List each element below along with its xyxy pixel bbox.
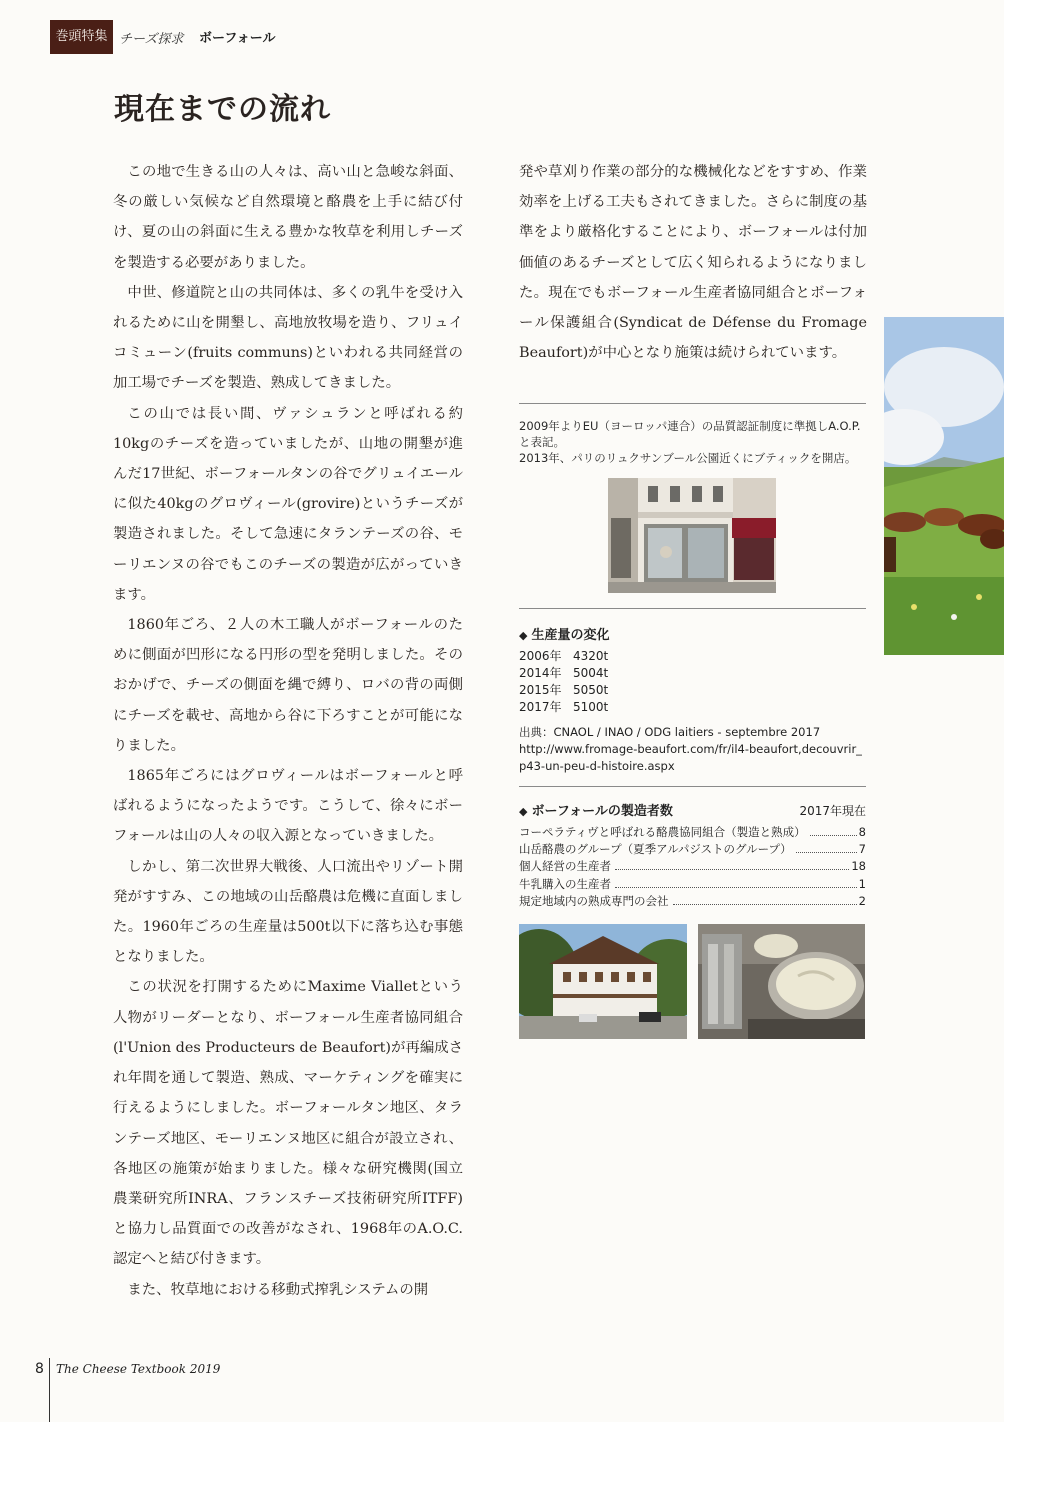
- leader-dots: [810, 835, 857, 836]
- caption-line: 2009年よりEU（ヨーロッパ連合）の品質認証制度に準拠しA.O.P.と表記。: [519, 419, 861, 449]
- body-paragraph: 中世、修道院と山の共同体は、多くの乳牛を受け入れるために山を開墾し、高地放牧場を造り、フリュイコミューン(fruits communs)といわれる共同経営の加工場でチーズを製造、熟成してきました。: [113, 284, 463, 392]
- production-year: 2017年: [519, 700, 562, 714]
- series-label: チーズ探求: [119, 32, 184, 47]
- body-paragraph: しかし、第二次世界大戦後、人口流出やリゾート開発がすすみ、この地域の山岳酪農は危機に直面しました。1960年ごろの生産量は500t以下に落ち込む事態となりました。: [113, 858, 463, 966]
- book-title: The Cheese Textbook 2019: [56, 1362, 221, 1376]
- pasture-photo: [884, 317, 1004, 655]
- source-url: http://www.fromage-beaufort.com/fr/il4-beaufort,decouvrir_p43-un-peu-d-histoire.aspx: [519, 742, 862, 773]
- source-label: 出典：CNAOL / INAO / ODG laitiers - septembre 2017: [519, 725, 821, 739]
- boutique-photo: [608, 478, 776, 593]
- source-note: [519, 724, 869, 775]
- maker-label: 山岳酪農のグループ（夏季アルパジストのグループ）: [519, 842, 792, 857]
- maker-label: 個人経営の生産者: [519, 859, 611, 874]
- topic-label: ボーフォール: [199, 31, 276, 46]
- production-heading: [519, 624, 609, 643]
- production-row: [519, 665, 608, 682]
- body-paragraph: 1860年ごろ、２人の木工職人がボーフォールのために側面が凹形になる円形の型を発明しました。そのおかげで、チーズの側面を縄で縛り、ロバの背の両側にチーズを載せ、高地から谷に下ろすことが可能になりました。: [113, 617, 463, 754]
- maker-count: 2: [858, 893, 866, 908]
- leader-dots: [673, 904, 857, 905]
- production-amount: 5004t: [573, 666, 609, 680]
- divider: [519, 608, 866, 609]
- makers-heading-label: ボーフォールの製造者数: [531, 804, 673, 819]
- maker-label: 規定地域内の熟成専門の会社: [519, 893, 669, 908]
- production-year: 2014年: [519, 666, 562, 680]
- production-amount: 4320t: [573, 649, 609, 663]
- body-paragraph: この山では長い間、ヴァシュランと呼ばれる約10kgのチーズを造っていましたが、山地の開墾が進んだ17世紀、ボーフォールタンの谷でグリュイエールに似た40kgのグロヴィール(grovire)というチーズが製造されました。そして急速にタランテーズの谷、モーリエンヌの谷でもこのチーズの製造が広がっていきます。: [113, 405, 463, 603]
- maker-count: 18: [851, 859, 866, 874]
- body-paragraph: この地で生きる山の人々は、高い山と急峻な斜面、冬の厳しい気候など自然環境と酪農を上手に結び付け、夏の山の斜面に生える豊かな牧草を利用しチーズを製造する必要がありました。: [113, 164, 463, 271]
- production-list: [519, 648, 608, 716]
- production-heading-label: 生産量の変化: [531, 628, 610, 643]
- diamond-icon: ◆: [519, 805, 528, 818]
- maker-count: 8: [858, 825, 866, 839]
- maker-row: [519, 858, 866, 875]
- makers-heading: [519, 800, 673, 819]
- leader-dots: [615, 869, 849, 870]
- maker-row: [519, 876, 866, 893]
- maker-row: [519, 841, 866, 858]
- body-paragraph: また、牧草地における移動式搾乳システムの開: [127, 1281, 429, 1298]
- footer-rule: [49, 1358, 50, 1422]
- production-amount: 5100t: [573, 700, 609, 714]
- makers-list: [519, 824, 866, 910]
- maker-label: コーペラティヴと呼ばれる酪農協同組合（製造と熟成）: [519, 825, 806, 839]
- maker-count: 1: [858, 876, 866, 891]
- divider: [519, 403, 866, 404]
- leader-dots: [796, 852, 857, 853]
- makers-date: 2017年現在: [799, 804, 866, 818]
- production-amount: 5050t: [573, 683, 609, 697]
- page-number: 8: [35, 1361, 44, 1377]
- maker-row: [519, 893, 866, 910]
- chalet-photo: [519, 924, 687, 1039]
- caption-line: 2013年、パリのリュクサンブール公園近くにブティックを開店。: [519, 451, 857, 465]
- maker-count: 7: [858, 842, 866, 857]
- body-text-left: [113, 157, 463, 1305]
- cheese-vat-photo: [698, 924, 865, 1039]
- page-title: 現在までの流れ: [114, 92, 331, 127]
- diamond-icon: ◆: [519, 629, 528, 642]
- divider: [519, 786, 866, 787]
- production-row: [519, 699, 608, 716]
- leader-dots: [615, 887, 857, 888]
- maker-label: 牛乳購入の生産者: [519, 876, 611, 891]
- feature-tag: 巻頭特集: [50, 20, 113, 54]
- body-text-right: [519, 157, 867, 368]
- body-paragraph: この状況を打開するためにMaxime Vialletという人物がリーダーとなり、ボーフォール生産者協同組合(l'Union des Producteurs de Beaufort)が再編成され年間を通して製造、熟成、マーケティングを確実に行えるようにしました。ボーフォールタン地区、タランテーズ地区、モーリエンヌ地区に組合が設立され、各地区の施策が始まりました。様々な研究機関(国立農業研究所INRA、フランスチーズ技術研究所ITFF)と協力し品質面での改善がなされ、1968年のA.O.C.認定へと結び付きます。: [113, 979, 463, 1268]
- production-row: [519, 648, 608, 665]
- body-paragraph: 発や草刈り作業の部分的な機械化などをすすめ、作業効率を上げる工夫もされてきました。さらに制度の基準をより厳格化することにより、ボーフォールは付加価値のあるチーズとして広く知られるようになりました。現在でもボーフォール生産者協同組合とボーフォール保護組合(Syndicat de Défense du Fromage Beaufort)が中心となり施策は続けられています。: [519, 164, 867, 362]
- photo-caption: [519, 418, 869, 466]
- production-year: 2015年: [519, 683, 562, 697]
- production-row: [519, 682, 608, 699]
- maker-row: [519, 824, 866, 841]
- body-paragraph: 1865年ごろにはグロヴィールはボーフォールと呼ばれるようになったようです。こうして、徐々にボーフォールは山の人々の収入源となっていきました。: [113, 768, 463, 845]
- production-year: 2006年: [519, 649, 562, 663]
